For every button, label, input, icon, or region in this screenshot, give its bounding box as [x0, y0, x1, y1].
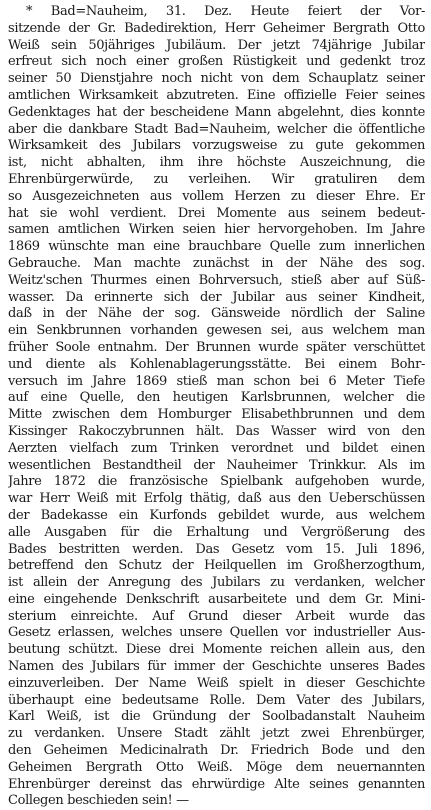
article-line: Kissinger Rakoczybrunnen hält. Das Wasser wird von den — [8, 423, 425, 439]
article-line: Weiß sein 50jähriges Jubiläum. Der jetzt 74jährige Jubilar — [8, 37, 425, 53]
article-line: amtlichen Wirksamkeit abzutreten. Eine offizielle Feier seines — [8, 87, 425, 103]
article-line: auf eine Quelle, den heutigen Karlsbrunnen, welcher die — [8, 390, 425, 406]
article-line: war Herr Weiß mit Erfolg thätig, daß aus den Ueberschüssen — [8, 491, 425, 507]
article-line: betreffend den Schutz der Heilquellen im Großherzogthum, — [8, 558, 425, 574]
article-line: früher Soole entnahm. Der Brunnen wurde später verschüttet — [8, 339, 425, 355]
article-line: erfreut sich noch einer großen Rüstigkeit und gedenkt troz — [8, 54, 425, 70]
article-dateline: * Bad=Nauheim, 31. Dez. Heute feiert der Vor- — [26, 4, 425, 19]
article-line: hat sie wohl verdient. Drei Momente aus seinem bedeut- — [8, 205, 425, 221]
article-line: versuch im Jahre 1869 stieß man schon bei 6 Meter Tiefe — [8, 373, 425, 389]
article-line: sterium einreichte. Auf Grund dieser Arbeit wurde das — [8, 608, 425, 624]
article-line: und diente als Kohlenablagerungsstätte. Bei einem Bohr- — [8, 356, 425, 372]
article-line: ist, nicht abhalten, ihm ihre höchste Auszeichnung, die — [8, 155, 425, 171]
article-line: der Badekasse ein Kurfonds gebildet wurde, aus welchem — [8, 507, 425, 523]
article-line: Ehrenbürger dereinst das ehrwürdige Alte seines genannten — [8, 776, 425, 792]
article-line: Mitte zwischen dem Homburger Elisabethbrunnen und dem — [8, 407, 425, 423]
article-line: Collegen beschieden sein! — — [8, 793, 189, 809]
article-line: Weitz'schen Thurmes einen Bohrversuch, stieß aber auf Süß- — [8, 272, 425, 288]
article-line: Namen des Jubilars für immer der Geschichte unseres Bades — [8, 659, 425, 675]
article-line: ein Senkbrunnen vorhanden gewesen sei, aus welchem man — [8, 323, 425, 339]
article-line: Bades bestritten werden. Das Gesetz vom 15. Juli 1896, — [8, 541, 425, 557]
article-line: einzuverleiben. Der Name Weiß spielt in dieser Geschichte — [8, 675, 425, 691]
article-line: Geheimen Bergrath Otto Weiß. Möge dem neuernannten — [8, 759, 425, 775]
article-line: Gebrauche. Man machte zunächst in der Nähe des sog. — [8, 255, 425, 271]
article-line: wasser. Da erinnerte sich der Jubilar aus seiner Kindheit, — [8, 289, 425, 305]
article-line: alle Ausgaben für die Erhaltung und Vergrößerung des — [8, 524, 425, 540]
article-line: zu verdanken. Unsere Stadt zählt jetzt zwei Ehrenbürger, — [8, 726, 425, 742]
article-line: den Geheimen Medicinalrath Dr. Friedrich Bode und den — [8, 743, 425, 759]
article-line: ist allein der Anregung des Jubilars zu verdanken, welcher — [8, 575, 425, 591]
article-line: Aerzten vielfach zum Trinken verordnet und bildet einen — [8, 440, 425, 456]
article-line: Jahre 1872 die französische Spielbank aufgehoben wurde, — [8, 474, 425, 490]
article-line: Karl Weiß, ist die Gründung der Soolbadanstalt Nauheim — [8, 709, 425, 725]
article-line: so Ausgezeichneten aus vollem Herzen zu dieser Ehre. Er — [8, 188, 425, 204]
article-line: 1869 wünschte man eine brauchbare Quelle zum innerlichen — [8, 239, 425, 255]
article-line: sitzende der Gr. Badedirektion, Herr Geheimer Bergrath Otto — [8, 20, 425, 36]
article-line: samen amtlichen Wirken seien hier hervorgehoben. Im Jahre — [8, 222, 425, 238]
article-line: Ehrenbürgerwürde, zu verleihen. Wir gratuliren dem — [8, 171, 425, 187]
article-body — [8, 4, 425, 810]
article-line: daß in der Nähe der sog. Gänsweide nördlich der Saline — [8, 306, 425, 322]
article-line: Gedenktages hat der bescheidene Mann abgelehnt, dies konnte — [8, 104, 425, 120]
article-line: aber die dankbare Stadt Bad=Nauheim, welcher die öffentliche — [8, 121, 425, 137]
article-line: Gesetz erlassen, welches unsere Quellen vor industrieller Aus- — [8, 625, 425, 641]
article-line: eine eingehende Denkschrift ausarbeitete und dem Gr. Mini- — [8, 591, 425, 607]
article-line: seiner 50 Dienstjahre noch nicht von dem Schauplatz seiner — [8, 71, 425, 87]
article-line: Wirksamkeit des Jubilars vorzugsweise zu gute gekommen — [8, 138, 425, 154]
article-line: wesentlichen Bestandtheil der Nauheimer Trinkkur. Als im — [8, 457, 425, 473]
article-line: beutung schützt. Diese drei Momente reichen allein aus, den — [8, 642, 425, 658]
article-line: überhaupt eine bedeutsame Rolle. Dem Vater des Jubilars, — [8, 692, 425, 708]
